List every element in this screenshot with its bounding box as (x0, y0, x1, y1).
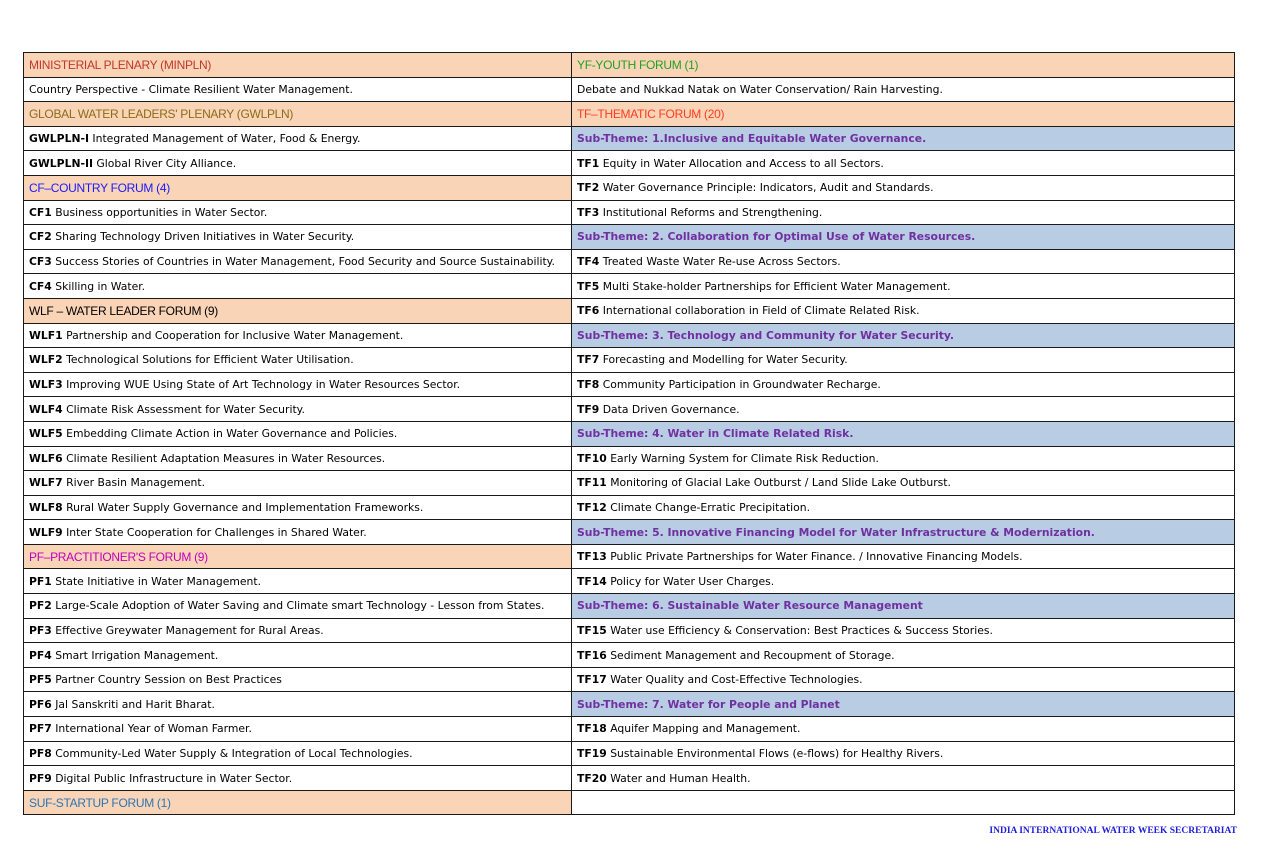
session-title: Sustainable Environmental Flows (e-flows) for Healthy Rivers. (606, 746, 944, 760)
table-row (24, 667, 1235, 692)
table-row (24, 421, 1235, 446)
session-code: PF6 (29, 697, 52, 711)
session-title: Equity in Water Allocation and Access to all Sectors. (599, 156, 884, 170)
table-row (24, 175, 1235, 200)
table-row (24, 643, 1235, 668)
table-row (24, 692, 1235, 717)
session-code: PF7 (29, 722, 52, 736)
session-item (572, 544, 1235, 569)
session-title: Sediment Management and Recoupment of Storage. (606, 648, 895, 662)
session-title: Monitoring of Glacial Lake Outburst / Land Slide Lake Outburst. (606, 476, 951, 490)
session-code: WLF8 (29, 500, 63, 514)
session-title: Sharing Technology Driven Initiatives in Water Security. (51, 230, 355, 244)
session-item (24, 372, 572, 397)
session-title: Business opportunities in Water Sector. (51, 205, 268, 219)
session-code: GWLPLN-I (29, 132, 89, 146)
table-row (24, 397, 1235, 422)
session-code: PF5 (29, 673, 52, 687)
table-row (24, 53, 1235, 78)
session-item (572, 200, 1235, 225)
session-code: TF1 (577, 156, 600, 170)
session-item (24, 520, 572, 545)
session-item (24, 667, 572, 692)
session-code: TF12 (577, 500, 607, 514)
session-title: Water use Efficiency & Conservation: Best Practices & Success Stories. (606, 623, 993, 637)
session-code: TF15 (577, 623, 607, 637)
session-title: Embedding Climate Action in Water Governance and Policies. (62, 427, 398, 441)
session-title: Global River City Alliance. (93, 156, 237, 170)
session-item (24, 225, 572, 250)
session-item (572, 175, 1235, 200)
session-code: TF9 (577, 402, 600, 416)
session-item (572, 471, 1235, 496)
session-title: Large-Scale Adoption of Water Saving and Climate smart Technology - Lesson from States. (51, 599, 545, 613)
forum-section-header: MINISTERIAL PLENARY (MINPLN) (24, 53, 572, 78)
session-title: Community Participation in Groundwater Recharge. (599, 378, 881, 392)
table-row (24, 372, 1235, 397)
session-code: CF1 (29, 205, 52, 219)
table-row (24, 348, 1235, 373)
subtheme-header: Sub-Theme: 3. Technology and Community for Water Security. (572, 323, 1235, 348)
session-item (24, 643, 572, 668)
session-code: WLF1 (29, 328, 63, 342)
forum-section-header: GLOBAL WATER LEADERS' PLENARY (GWLPLN) (24, 102, 572, 127)
empty-cell (572, 790, 1235, 815)
session-title: Improving WUE Using State of Art Technology in Water Resources Sector. (62, 378, 461, 392)
session-title: Jal Sanskriti and Harit Bharat. (51, 697, 215, 711)
table-row (24, 249, 1235, 274)
table-row (24, 520, 1235, 545)
session-title: Digital Public Infrastructure in Water Sector. (51, 771, 293, 785)
session-code: CF2 (29, 230, 52, 244)
session-title: Partner Country Session on Best Practices (51, 673, 282, 687)
session-code: TF13 (577, 550, 607, 564)
table-row (24, 495, 1235, 520)
session-item (24, 594, 572, 619)
session-item (24, 446, 572, 471)
table-row (24, 717, 1235, 742)
session-item (24, 323, 572, 348)
session-code: WLF5 (29, 427, 63, 441)
session-code: TF16 (577, 648, 607, 662)
session-title: Public Private Partnerships for Water Finance. / Innovative Financing Models. (606, 550, 1023, 564)
subtheme-header: Sub-Theme: 2. Collaboration for Optimal Use of Water Resources. (572, 225, 1235, 250)
table-row (24, 790, 1235, 815)
forum-section-header: SUF-STARTUP FORUM (1) (24, 790, 572, 815)
subtheme-header: Sub-Theme: 7. Water for People and Planet (572, 692, 1235, 717)
session-item (572, 618, 1235, 643)
session-code: TF2 (577, 181, 600, 195)
session-title: Data Driven Governance. (599, 402, 740, 416)
session-item (572, 741, 1235, 766)
session-title: International collaboration in Field of Climate Related Risk. (599, 304, 920, 318)
table-row (24, 151, 1235, 176)
table-row (24, 741, 1235, 766)
table-row (24, 323, 1235, 348)
session-item (572, 348, 1235, 373)
session-title: Skilling in Water. (51, 279, 146, 293)
table-row (24, 446, 1235, 471)
session-item (24, 495, 572, 520)
session-item (24, 766, 572, 791)
subtheme-header: Sub-Theme: 5. Innovative Financing Model for Water Infrastructure & Modernization. (572, 520, 1235, 545)
forum-section-header: YF-YOUTH FORUM (1) (572, 53, 1235, 78)
session-item (572, 372, 1235, 397)
session-code: TF11 (577, 476, 607, 490)
table-body (24, 53, 1235, 815)
session-code: CF3 (29, 255, 52, 269)
table-row (24, 544, 1235, 569)
session-code: TF18 (577, 722, 607, 736)
session-item (24, 126, 572, 151)
table-row (24, 766, 1235, 791)
session-item (24, 151, 572, 176)
session-title: Technological Solutions for Efficient Water Utilisation. (62, 353, 354, 367)
forum-section-header: TF–THEMATIC FORUM (20) (572, 102, 1235, 127)
session-item (572, 667, 1235, 692)
session-title: Community-Led Water Supply & Integration of Local Technologies. (51, 746, 413, 760)
table-row (24, 471, 1235, 496)
session-title: State Initiative in Water Management. (51, 574, 262, 588)
session-item (572, 397, 1235, 422)
table-row (24, 126, 1235, 151)
session-item (24, 348, 572, 373)
session-item: Debate and Nukkad Natak on Water Conservation/ Rain Harvesting. (572, 77, 1235, 102)
session-title: Water Governance Principle: Indicators, Audit and Standards. (599, 181, 934, 195)
session-item (572, 298, 1235, 323)
session-item (24, 200, 572, 225)
session-title: Policy for Water User Charges. (606, 574, 775, 588)
session-title: Climate Resilient Adaptation Measures in Water Resources. (62, 451, 386, 465)
session-code: CF4 (29, 279, 52, 293)
session-title: River Basin Management. (62, 476, 206, 490)
session-title: Water and Human Health. (606, 771, 751, 785)
session-code: PF3 (29, 623, 52, 637)
session-title: Success Stories of Countries in Water Management, Food Security and Source Sustainability. (51, 255, 555, 269)
session-code: TF8 (577, 378, 600, 392)
session-code: WLF9 (29, 525, 63, 539)
session-item (572, 274, 1235, 299)
session-code: PF2 (29, 599, 52, 613)
session-code: PF1 (29, 574, 52, 588)
subtheme-header: Sub-Theme: 1.Inclusive and Equitable Water Governance. (572, 126, 1235, 151)
session-item (24, 421, 572, 446)
session-code: TF6 (577, 304, 600, 318)
forum-section-header: WLF – WATER LEADER FORUM (9) (24, 298, 572, 323)
session-code: WLF3 (29, 378, 63, 392)
session-title: Smart Irrigation Management. (51, 648, 219, 662)
session-title: Treated Waste Water Re-use Across Sectors. (599, 255, 841, 269)
table-row (24, 594, 1235, 619)
session-title: Effective Greywater Management for Rural Areas. (51, 623, 324, 637)
subtheme-header: Sub-Theme: 6. Sustainable Water Resource Management (572, 594, 1235, 619)
session-code: GWLPLN-II (29, 156, 93, 170)
session-item (572, 766, 1235, 791)
session-code: TF4 (577, 255, 600, 269)
forum-section-header: CF–COUNTRY FORUM (4) (24, 175, 572, 200)
session-code: WLF4 (29, 402, 63, 416)
session-item (24, 471, 572, 496)
session-item (572, 151, 1235, 176)
session-code: TF20 (577, 771, 607, 785)
session-code: TF17 (577, 673, 607, 687)
session-title: Rural Water Supply Governance and Implementation Frameworks. (62, 500, 424, 514)
session-title: Inter State Cooperation for Challenges in Shared Water. (62, 525, 367, 539)
session-code: TF7 (577, 353, 600, 367)
forum-section-header: PF–PRACTITIONER'S FORUM (9) (24, 544, 572, 569)
session-title: Climate Change-Erratic Precipitation. (606, 500, 811, 514)
session-item (24, 741, 572, 766)
session-item (24, 692, 572, 717)
session-code: PF4 (29, 648, 52, 662)
session-title: Multi Stake-holder Partnerships for Efficient Water Management. (599, 279, 951, 293)
session-code: TF5 (577, 279, 600, 293)
session-item (572, 495, 1235, 520)
session-item (24, 397, 572, 422)
subtheme-header: Sub-Theme: 4. Water in Climate Related Risk. (572, 421, 1235, 446)
session-code: WLF6 (29, 451, 63, 465)
session-code: PF8 (29, 746, 52, 760)
forum-schedule-table (23, 52, 1235, 815)
session-item (24, 274, 572, 299)
session-code: WLF7 (29, 476, 63, 490)
session-item (24, 249, 572, 274)
session-item (572, 569, 1235, 594)
session-title: Water Quality and Cost-Effective Technologies. (606, 673, 863, 687)
table-row (24, 618, 1235, 643)
table-row (24, 102, 1235, 127)
session-item (24, 618, 572, 643)
table-row (24, 225, 1235, 250)
session-item (24, 717, 572, 742)
session-title: Forecasting and Modelling for Water Security. (599, 353, 848, 367)
session-item: Country Perspective - Climate Resilient Water Management. (24, 77, 572, 102)
session-item (24, 569, 572, 594)
session-item (572, 643, 1235, 668)
session-title: Aquifer Mapping and Management. (606, 722, 801, 736)
session-code: TF19 (577, 746, 607, 760)
session-code: TF10 (577, 451, 607, 465)
table-row (24, 274, 1235, 299)
session-item (572, 446, 1235, 471)
session-code: WLF2 (29, 353, 63, 367)
footer-secretariat: INDIA INTERNATIONAL WATER WEEK SECRETARIAT (989, 826, 1237, 836)
session-item (572, 249, 1235, 274)
session-title: Integrated Management of Water, Food & Energy. (88, 132, 361, 146)
session-code: PF9 (29, 771, 52, 785)
table-row (24, 298, 1235, 323)
table-row (24, 569, 1235, 594)
session-item (572, 717, 1235, 742)
session-title: Early Warning System for Climate Risk Reduction. (606, 451, 879, 465)
session-title: Climate Risk Assessment for Water Security. (62, 402, 305, 416)
session-title: International Year of Woman Farmer. (51, 722, 252, 736)
table-row (24, 200, 1235, 225)
table-row (24, 77, 1235, 102)
session-title: Institutional Reforms and Strengthening. (599, 205, 823, 219)
session-title: Partnership and Cooperation for Inclusive Water Management. (62, 328, 404, 342)
session-code: TF14 (577, 574, 607, 588)
session-code: TF3 (577, 205, 600, 219)
